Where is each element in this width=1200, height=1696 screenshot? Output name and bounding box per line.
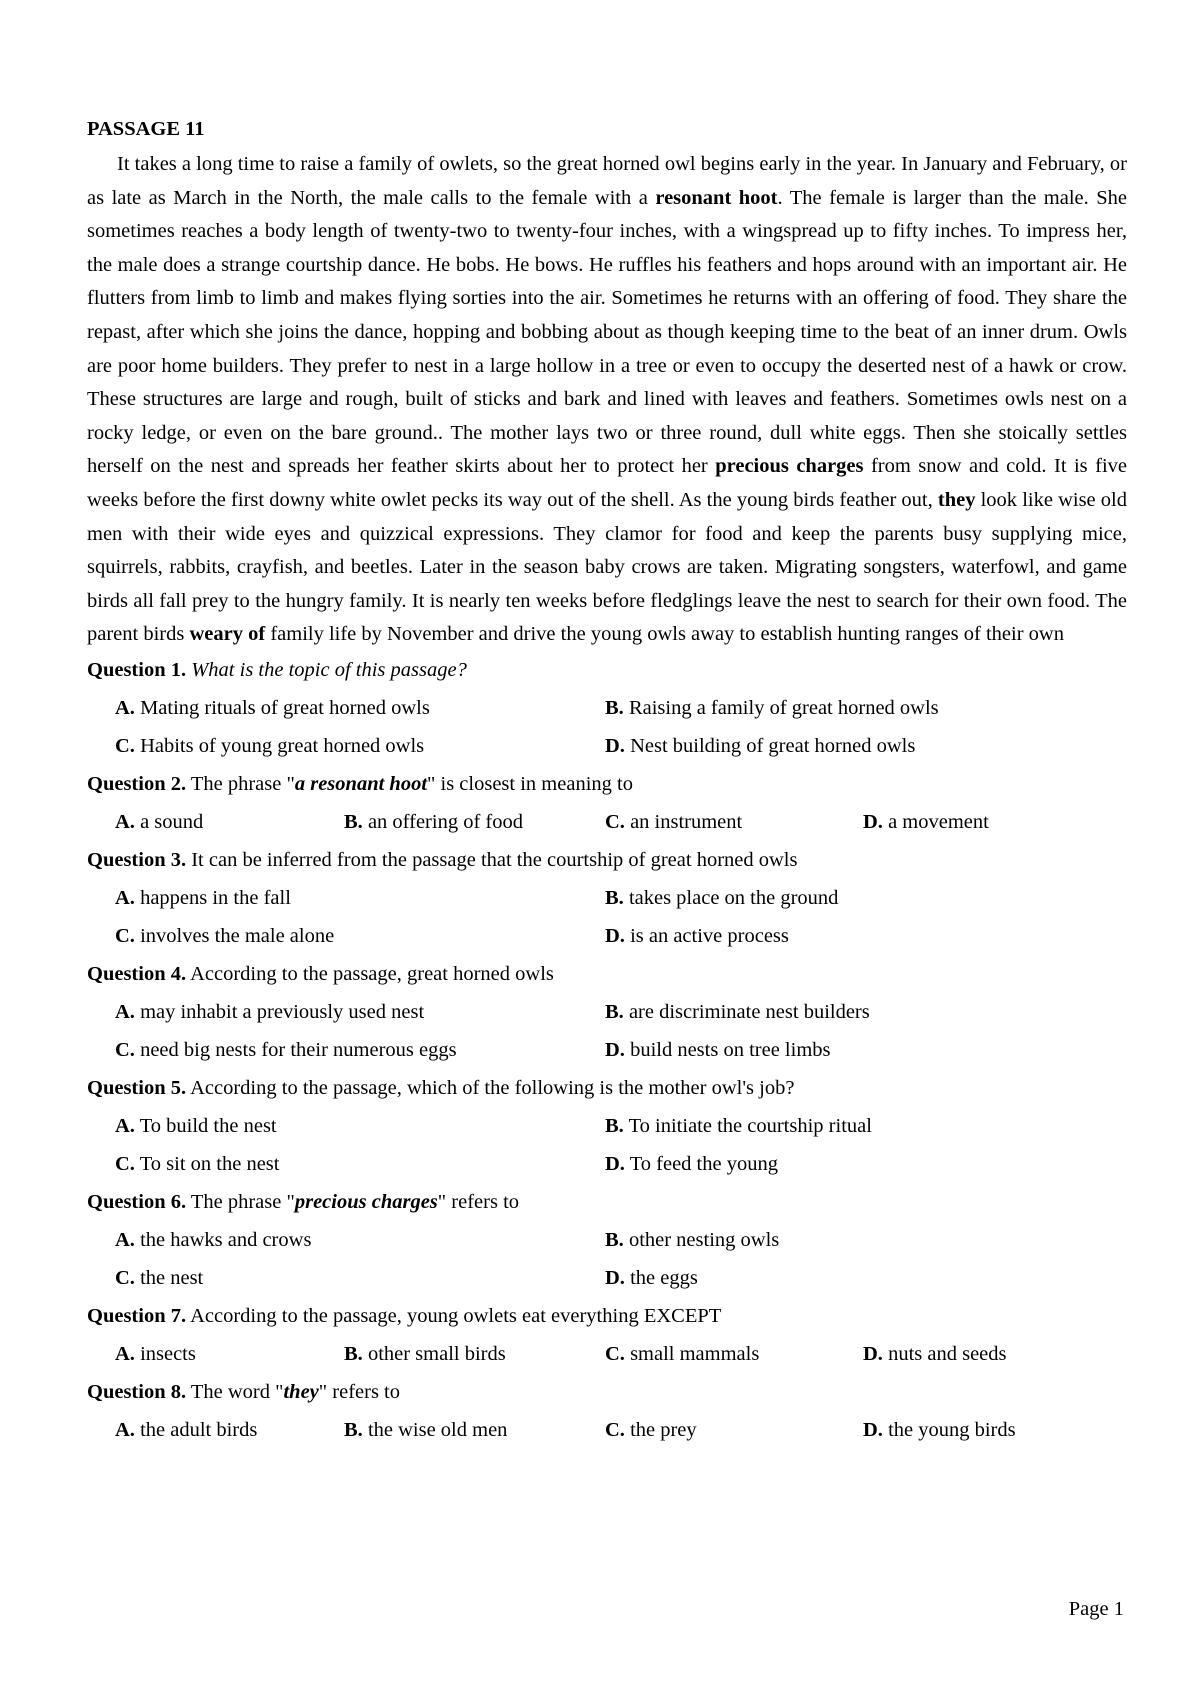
question-stem	[87, 652, 1127, 690]
option-text: may inhabit a previously used nest	[134, 1000, 425, 1023]
option-letter: C.	[605, 1418, 625, 1441]
option-letter: B.	[344, 1342, 363, 1365]
option-text: a movement	[882, 810, 989, 833]
option-text: takes place on the ground	[623, 886, 839, 909]
question-text: " refers to	[318, 1380, 401, 1403]
option-text: happens in the fall	[134, 886, 291, 909]
question-text: The phrase "	[186, 1190, 295, 1213]
question-text: " refers to	[437, 1190, 520, 1213]
passage-run: from snow and cold. It is five weeks before the first downy white owlet pecks its way out of the shell. As the young birds feather out,	[87, 455, 1128, 511]
option-text: To build the nest	[134, 1114, 277, 1137]
option-letter: B.	[605, 886, 624, 909]
highlighted-phrase: precious charges	[715, 455, 864, 478]
option-letter: D.	[605, 924, 625, 947]
option-letter: C.	[115, 1266, 135, 1289]
answer-option[interactable]	[863, 1336, 1007, 1372]
question-text: It can be inferred from the passage that the courtship of great horned owls	[186, 848, 798, 871]
answer-option[interactable]	[605, 804, 742, 840]
option-text: the prey	[624, 1418, 697, 1441]
answer-option[interactable]	[115, 918, 334, 954]
answer-option[interactable]	[344, 1412, 507, 1448]
option-letter: D.	[605, 1152, 625, 1175]
option-text: a sound	[134, 810, 204, 833]
answer-option[interactable]	[605, 994, 870, 1030]
answer-row	[87, 1260, 1127, 1298]
question-number: Question 3.	[87, 848, 187, 871]
question-text: According to the passage, young owlets eat everything EXCEPT	[186, 1304, 722, 1327]
quoted-phrase: they	[283, 1380, 319, 1403]
answer-row	[87, 1032, 1127, 1070]
answer-option[interactable]	[605, 1222, 779, 1258]
option-letter: B.	[605, 1228, 624, 1251]
option-text: Mating rituals of great horned owls	[134, 696, 430, 719]
option-letter: B.	[605, 1114, 624, 1137]
question-stem	[87, 766, 1127, 804]
option-letter: D.	[863, 1418, 883, 1441]
question-stem	[87, 956, 1127, 994]
answer-option[interactable]	[344, 1336, 506, 1372]
answer-option[interactable]	[115, 1260, 203, 1296]
passage-heading: PASSAGE 11	[87, 118, 205, 140]
option-text: Nest building of great horned owls	[624, 734, 916, 757]
highlighted-phrase: resonant hoot	[655, 186, 778, 209]
option-letter: C.	[605, 810, 625, 833]
passage-text	[87, 148, 1127, 652]
option-letter: C.	[115, 924, 135, 947]
answer-option[interactable]	[863, 1412, 1016, 1448]
answer-row	[87, 690, 1127, 728]
option-letter: D.	[863, 1342, 883, 1365]
answer-option[interactable]	[115, 804, 203, 840]
quoted-phrase: precious charges	[294, 1190, 438, 1213]
question-text: The phrase "	[186, 772, 295, 795]
highlighted-phrase: weary of	[189, 623, 266, 646]
answer-option[interactable]	[115, 1222, 311, 1258]
option-letter: A.	[115, 1342, 135, 1365]
answer-option[interactable]	[115, 690, 430, 726]
option-text: Raising a family of great horned owls	[623, 696, 939, 719]
page-content	[87, 114, 1127, 1450]
option-text: the young birds	[882, 1418, 1016, 1441]
answer-option[interactable]	[115, 880, 291, 916]
option-text: To feed the young	[624, 1152, 778, 1175]
option-text: involves the male alone	[134, 924, 335, 947]
option-text: other nesting owls	[623, 1228, 780, 1251]
question-text: " is closest in meaning to	[427, 772, 633, 795]
option-letter: C.	[605, 1342, 625, 1365]
option-text: the eggs	[624, 1266, 698, 1289]
question-number: Question 1.	[87, 658, 187, 681]
question-stem	[87, 1070, 1127, 1108]
question-number: Question 8.	[87, 1380, 187, 1403]
answer-option[interactable]	[605, 690, 939, 726]
answer-row	[87, 1412, 1127, 1450]
answer-option[interactable]	[605, 880, 838, 916]
option-letter: A.	[115, 886, 135, 909]
question-stem	[87, 842, 1127, 880]
option-letter: C.	[115, 1038, 135, 1061]
option-letter: B.	[605, 1000, 624, 1023]
question-number: Question 7.	[87, 1304, 187, 1327]
answer-option[interactable]	[115, 1108, 277, 1144]
option-text: the hawks and crows	[134, 1228, 312, 1251]
option-letter: B.	[344, 1418, 363, 1441]
question-number: Question 4.	[87, 962, 187, 985]
option-letter: C.	[115, 1152, 135, 1175]
passage-run: It takes a long time to raise a family of owlets, so the great horned owl begins early in the year. In January and February, or as late as March in the North, the male calls to the female with a	[87, 153, 1127, 209]
answer-option[interactable]	[115, 1146, 279, 1182]
question-text: What is the topic of this passage?	[191, 658, 467, 681]
highlighted-phrase: they	[937, 488, 976, 511]
answer-option[interactable]	[605, 1412, 697, 1448]
quoted-phrase: a resonant hoot	[294, 772, 428, 795]
question-number: Question 5.	[87, 1076, 187, 1099]
answer-option[interactable]	[863, 804, 989, 840]
answer-option[interactable]	[115, 728, 424, 764]
answer-row	[87, 994, 1127, 1032]
answer-row	[87, 880, 1127, 918]
option-letter: A.	[115, 1228, 135, 1251]
option-letter: B.	[344, 810, 363, 833]
passage-run: look like wise old men with their wide eyes and quizzical expressions. They clamor for food and keep the parents busy supplying mice, squirrels, rabbits, crayfish, and beetles. Later in the season baby crows are taken. Migrating songsters, waterfowl, and game birds all fall prey to the hungry family. It is nearly ten weeks before fledglings leave the nest to search for their own food. The parent birds	[87, 488, 1127, 646]
option-text: other small birds	[362, 1342, 506, 1365]
answer-option[interactable]	[605, 918, 789, 954]
question-stem	[87, 1184, 1127, 1222]
option-letter: D.	[605, 1266, 625, 1289]
question-text: The word "	[186, 1380, 284, 1403]
question-list	[87, 652, 1127, 1450]
option-letter: A.	[115, 1000, 135, 1023]
option-text: build nests on tree limbs	[624, 1038, 831, 1061]
answer-option[interactable]	[115, 994, 424, 1030]
page-number: Page 1	[1068, 1598, 1124, 1620]
answer-option[interactable]	[115, 1412, 257, 1448]
option-text: the adult birds	[134, 1418, 258, 1441]
option-text: nuts and seeds	[882, 1342, 1007, 1365]
option-text: need big nests for their numerous eggs	[134, 1038, 457, 1061]
answer-option[interactable]	[115, 1032, 457, 1068]
question-text: According to the passage, great horned owls	[186, 962, 554, 985]
answer-option[interactable]	[605, 1032, 831, 1068]
option-text: insects	[134, 1342, 196, 1365]
question-stem	[87, 1298, 1127, 1336]
answer-row	[87, 804, 1127, 842]
passage-run: . The female is larger than the male. She sometimes reaches a body length of twenty-two to twenty-four inches, with a wingspread up to fifty inches. To impress her, the male does a strange courtship dance. He bobs. He bows. He ruffles his feathers and hops around with an important air. He flutters from limb to limb and makes flying sorties into the air. Sometimes he returns with an offering of food. They share the repast, after which she joins the dance, hopping and bobbing about as though keeping time to the beat of an inner drum. Owls are poor home builders. They prefer to nest in a large hollow in a tree or even to occupy the deserted nest of a hawk or crow. These structures are large and rough, built of sticks and bark and lined with leaves and feathers. Sometimes owls nest on a rocky ledge, or even on the bare ground.. The mother lays two or three round, dull white eggs. Then she stoically settles herself on the nest and spreads her feather skirts about her to protect her	[87, 186, 1127, 478]
question-number: Question 6.	[87, 1190, 187, 1213]
answer-option[interactable]	[605, 1108, 872, 1144]
question-number: Question 2.	[87, 772, 187, 795]
option-text: the wise old men	[362, 1418, 508, 1441]
answer-option[interactable]	[115, 1336, 196, 1372]
passage-run: family life by November and drive the young owls away to establish hunting ranges of their own	[265, 623, 1064, 646]
option-text: To initiate the courtship ritual	[623, 1114, 872, 1137]
option-text: the nest	[134, 1266, 204, 1289]
answer-row	[87, 1108, 1127, 1146]
option-letter: D.	[863, 810, 883, 833]
option-letter: D.	[605, 1038, 625, 1061]
question-text: According to the passage, which of the following is the mother owl's job?	[186, 1076, 795, 1099]
option-text: an offering of food	[362, 810, 523, 833]
option-text: an instrument	[624, 810, 743, 833]
option-letter: A.	[115, 810, 135, 833]
answer-row	[87, 1222, 1127, 1260]
answer-option[interactable]	[605, 728, 915, 764]
answer-row	[87, 728, 1127, 766]
option-letter: A.	[115, 696, 135, 719]
option-letter: C.	[115, 734, 135, 757]
answer-row	[87, 1146, 1127, 1184]
answer-row	[87, 1336, 1127, 1374]
option-letter: A.	[115, 1418, 135, 1441]
option-letter: D.	[605, 734, 625, 757]
option-text: Habits of young great horned owls	[134, 734, 425, 757]
option-text: are discriminate nest builders	[623, 1000, 870, 1023]
answer-option[interactable]	[605, 1146, 778, 1182]
option-text: To sit on the nest	[134, 1152, 280, 1175]
option-text: small mammals	[624, 1342, 760, 1365]
answer-option[interactable]	[344, 804, 523, 840]
option-letter: A.	[115, 1114, 135, 1137]
answer-option[interactable]	[605, 1260, 698, 1296]
option-letter: B.	[605, 696, 624, 719]
question-stem	[87, 1374, 1127, 1412]
answer-option[interactable]	[605, 1336, 759, 1372]
option-text: is an active process	[624, 924, 789, 947]
answer-row	[87, 918, 1127, 956]
